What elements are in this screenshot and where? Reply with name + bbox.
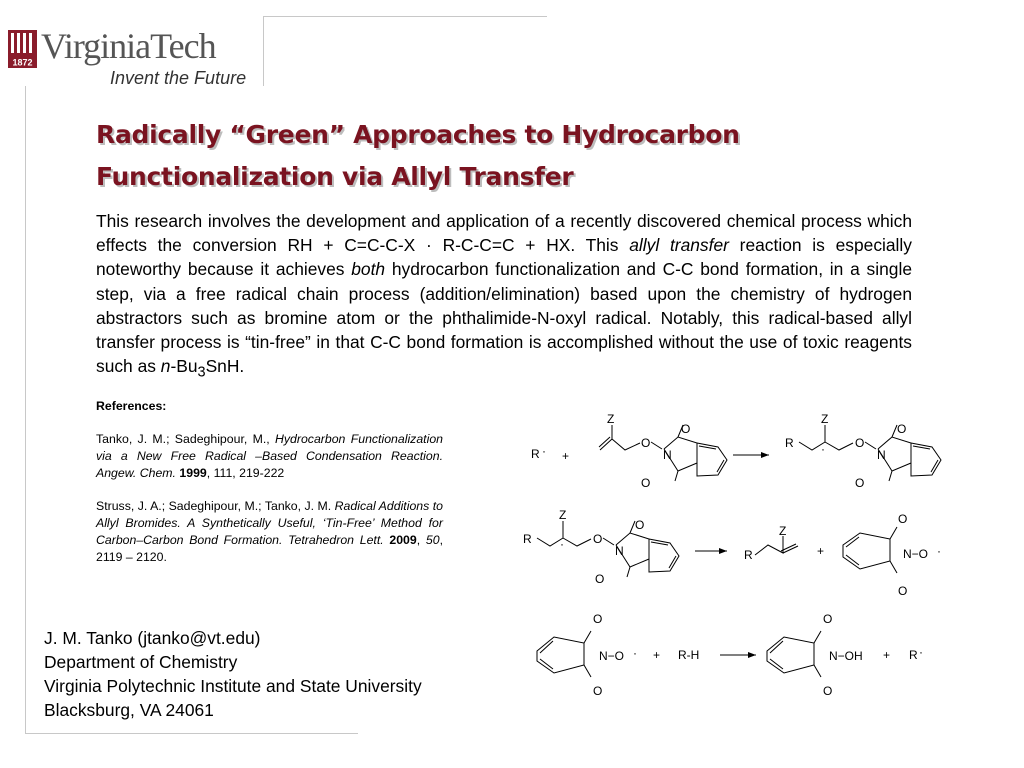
atom-label: R [744, 548, 753, 562]
body-text: This research involves the development and application of a recently discovered chemical process which effects the conversion RH + C=C-C-X [96, 211, 912, 256]
radical-dot: · [937, 544, 941, 558]
body-text: hydrocarbon functionalization and C-C bond formation, in a single step, via a free radical chain process (addition/elimination) based upon the chemistry of hydrogen abstractors such as bromine atom or the phthalimide-N-oxyl radical. Notably, this radical-based allyl transfer process is “tin-free” in that C-C bond formation is accomplished without the use of toxic reagents such as [96, 259, 912, 377]
atom-label: O [823, 684, 833, 698]
atom-label: O [593, 532, 603, 546]
ref-year: 2009 [389, 533, 417, 547]
body-text: reaction is especially noteworthy because it achieves [96, 235, 912, 280]
atom-label: O [681, 422, 691, 436]
bottom-left-vertical-rule [25, 86, 26, 733]
atom-label: O [593, 684, 603, 698]
atom-label: N−O [599, 649, 625, 663]
ref-title: Radical Additions to Allyl Bromides. A Synthetically Useful, ‘Tin-Free’ Method for Carbon–Carbon Bond Formation. Tetrahedron Lett. [96, 499, 443, 547]
reagent-label: R-H [678, 648, 700, 662]
radical-dot: · [919, 645, 923, 659]
left-vertical-rule [263, 16, 264, 86]
body-text: SnH. [205, 356, 245, 377]
atom-label: N [877, 448, 886, 462]
ref-year: 1999 [179, 466, 207, 480]
reaction-schemes [515, 405, 960, 715]
atom-label: Z [559, 508, 567, 522]
bottom-rule [25, 733, 358, 734]
atom-label: O [641, 436, 651, 450]
atom-label: Z [607, 412, 615, 426]
ref-volume: 50 [425, 533, 440, 547]
seal-year: 1872 [12, 57, 33, 68]
body-emphasis: both [351, 259, 386, 280]
atom-label: O [823, 612, 833, 626]
atom-label: O [897, 422, 907, 436]
body-text: -Bu [170, 356, 198, 377]
body-emphasis: allyl transfer [629, 235, 729, 256]
top-rule [263, 16, 547, 17]
plus-sign: + [653, 648, 661, 662]
atom-label: O [641, 476, 651, 490]
plus-sign: + [562, 449, 570, 463]
atom-label: O [855, 436, 865, 450]
body-emphasis: n [160, 356, 171, 377]
contact-institution: Virginia Polytechnic Institute and State University [44, 676, 422, 696]
virginia-tech-logo [8, 28, 258, 88]
contact-address: Blacksburg, VA 24061 [44, 700, 214, 720]
ref-title: Hydrocarbon Functionalization via a New Free Radical –Based Condensation Reaction. Angew. Chem. [96, 432, 443, 480]
atom-label: Z [779, 524, 787, 538]
radical-dot: · [633, 646, 637, 660]
atom-label: R [785, 436, 794, 450]
contact-name-email: J. M. Tanko (jtanko@vt.edu) [44, 628, 261, 648]
ref-citation: , 111, 219-222 [206, 466, 285, 480]
research-description [96, 209, 912, 385]
plus-sign: + [883, 648, 891, 662]
atom-label: N [663, 448, 672, 462]
atom-label: O [898, 584, 908, 598]
reference-2 [96, 498, 443, 566]
ref-authors: Struss, J. A.; Sadeghipour, M.; Tanko, J. M. [96, 499, 335, 513]
radical-dot: · [821, 442, 825, 456]
atom-label: O [898, 512, 908, 526]
atom-label: R [909, 648, 918, 662]
atom-label: O [855, 476, 865, 490]
plus-sign: + [817, 544, 825, 558]
ref-citation: , 2119 – 2120. [96, 533, 443, 564]
radical-dot: · [542, 444, 546, 458]
ref-authors: Tanko, J. M.; Sadeghipour, M., [96, 432, 275, 446]
reference-1 [96, 431, 443, 482]
atom-label: O [593, 612, 603, 626]
logo-tagline: Invent the Future [110, 68, 247, 88]
contact-block [44, 626, 422, 722]
atom-label: N [615, 544, 624, 558]
body-text: R-C-C=C + HX. This [431, 235, 630, 256]
atom-label: N−OH [829, 649, 863, 663]
page-title [96, 114, 916, 198]
radical-dot: · [426, 235, 432, 256]
atom-label: R [531, 447, 540, 461]
references-heading: References: [96, 399, 167, 413]
atom-label: Z [821, 412, 829, 426]
title-line-2: Functionalization via Allyl Transfer [96, 162, 574, 191]
radical-dot: · [560, 537, 564, 551]
ref-separator: , [416, 533, 426, 547]
atom-label: N−O [903, 547, 929, 561]
atom-label: R [523, 532, 532, 546]
title-line-1: Radically “Green” Approaches to Hydrocarbon [96, 120, 740, 149]
seal-icon [8, 30, 37, 68]
references-section [96, 398, 443, 582]
body-subscript: 3 [197, 364, 206, 381]
atom-label: O [595, 572, 605, 586]
brand-wordmark: VirginiaTech [41, 28, 216, 66]
contact-department: Department of Chemistry [44, 652, 238, 672]
atom-label: O [635, 518, 645, 532]
